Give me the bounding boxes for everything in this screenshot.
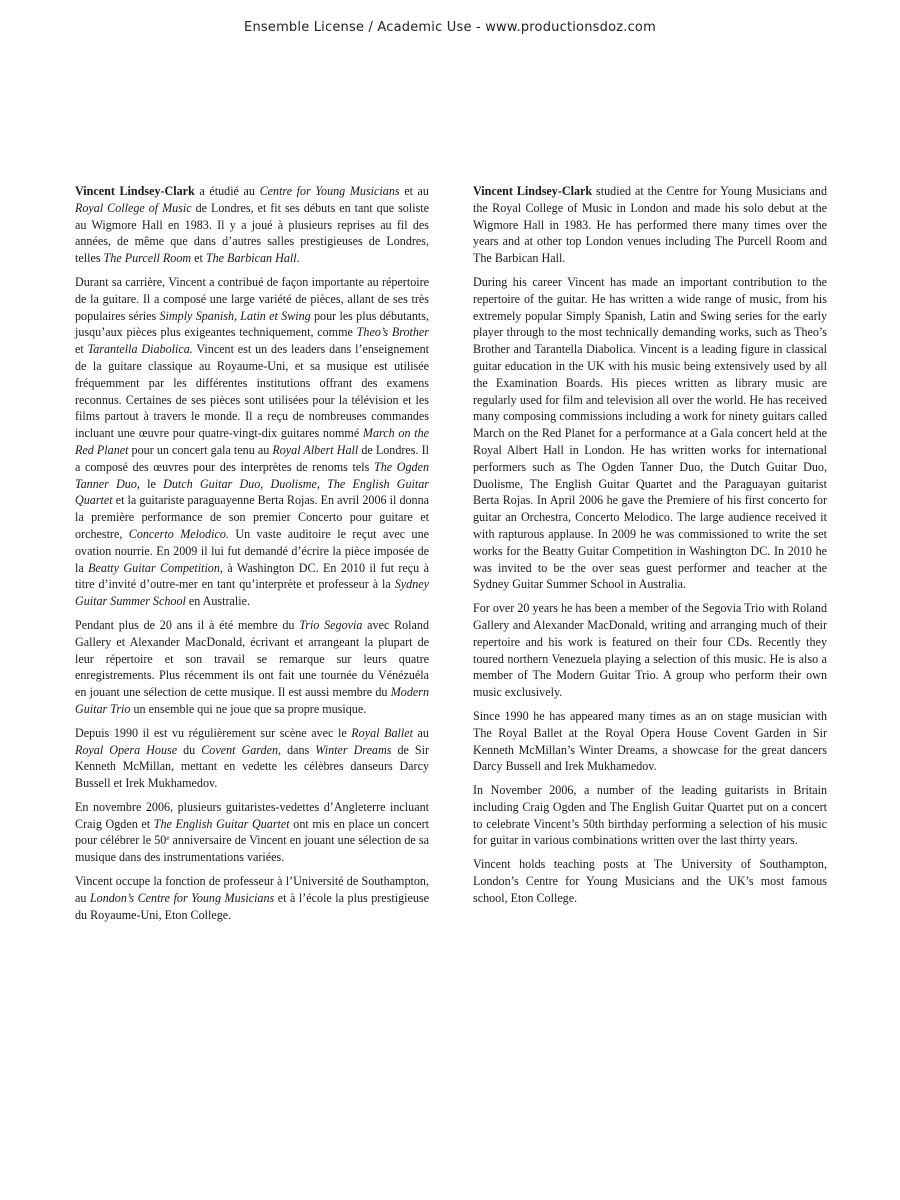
en-paragraph-5: In November 2006, a number of the leading guitarists in Britain including Craig Ogden and The English Guitar Quartet put on a concert to celebrate Vincent’s 50th birthday performing a selection of his music for guitar in various combinations written over the last thirty years. bbox=[473, 783, 827, 848]
english-column bbox=[473, 183, 827, 914]
fr-paragraph-1: Vincent Lindsey-Clark a étudié au Centre for Young Musicians et au Royal College of Music de Londres, et fit ses débuts en tant que soliste au Wigmore Hall en 1983. Il y a joué à plusieurs reprises au fil des années, de même que dans d’autres salles prestigieuses de Londres, telles The Purcell Room et The Barbican Hall. bbox=[75, 184, 429, 266]
fr-paragraph-5: En novembre 2006, plusieurs guitaristes-vedettes d’Angleterre incluant Craig Ogden et The English Guitar Quartet ont mis en place un concert pour célébrer le 50e anniversaire de Vincent en jouant une sélection de sa musique dans des instrumentations variées. bbox=[75, 799, 429, 865]
en-paragraph-3: For over 20 years he has been a member of the Segovia Trio with Roland Gallery and Alexander MacDonald, writing and arranging much of their repertoire and his work is featured on their four CDs. Recently they toured northern Venezuela playing a selection of this music. He is also a member of The Modern Guitar Trio. A group who perform their own music exclusively. bbox=[473, 601, 828, 700]
en-paragraph-4: Since 1990 he has appeared many times as an on stage musician with The Royal Ballet at the Royal Opera House Covent Garden in Sir Kenneth McMillan’s Winter Dreams, a showcase for the great dancers Darcy Bussell and Irek Mukhamedov. bbox=[473, 708, 827, 774]
fr-paragraph-2: Durant sa carrière, Vincent a contribué de façon importante au répertoire de la guitare. Il a composé une large variété de pièces, allant de ses très populaires séries Simply Spanish, Latin et Swing pour les plus débutants, jusqu’aux pièces plus exigeantes techniquement, comme Theo’s Brother et Tarantella Diabolica. Vincent est un des leaders dans l’enseignement de la guitare classique au Royaume-Uni, et sa musique est utilisée fréquemment par les différentes institutions offrant des examens reconnus. Certaines de ses pièces sont utilisées pour la télévision et les films partout à travers le monde. Il a reçu de nombreuses commandes incluant une œuvre pour quatre-vingt-dix guitares nommé March on the Red Planet pour un concert gala tenu au Royal Albert Hall de Londres. Il a composé des œuvres pour des interprètes de renoms tels The Ogden Tanner Duo, le Dutch Guitar Duo, Duolisme, The English Guitar Quartet et la guitariste paraguayenne Berta Rojas. En avril 2006 il donna la première performance de son premier Concerto pour guitare et orchestre, Concerto Melodico. Un vaste auditoire le reçut avec une ovation nourrie. En 2009 il lui fut demandé d’écrire la pièce imposée de la Beatty Guitar Competition, à Washington DC. En 2010 il fut reçu à titre d’invité d’outre-mer en tant qu’interprète et professeur à la Sydney Guitar Summer School en Australie. bbox=[75, 274, 430, 609]
french-column bbox=[75, 183, 429, 930]
page-header: Ensemble License / Academic Use - www.productionsdoz.com bbox=[244, 20, 656, 35]
en-paragraph-1: Vincent Lindsey-Clark studied at the Centre for Young Musicians and the Royal College of Music in London and made his solo debut at the Wigmore Hall in 1983. He has performed there many times over the years and at other top London venues including The Purcell Room and The Barbican Hall. bbox=[473, 184, 827, 266]
fr-paragraph-4: Depuis 1990 il est vu régulièrement sur scène avec le Royal Ballet au Royal Opera House du Covent Garden, dans Winter Dreams de Sir Kenneth McMillan, mettant en vedette les célèbres danseurs Darcy Bussell et Irek Mukhamedov. bbox=[75, 725, 430, 791]
fr-paragraph-6: Vincent occupe la fonction de professeur à l’Université de Southampton, au London’s Centre for Young Musicians et à l’école la plus prestigieuse du Royaume-Uni, Eton College. bbox=[75, 874, 429, 922]
fr-paragraph-3: Pendant plus de 20 ans il à été membre du Trio Segovia avec Roland Gallery et Alexander MacDonald, écrivant et arrangeant la plupart de leur répertoire et son travail se remarque sur leurs quatre enregistrements. Plus récemment ils ont fait une tournée du Vénézuéla en jouant une sélection de cette musique. Il est aussi membre du Modern Guitar Trio un ensemble qui ne joue que sa propre musique. bbox=[75, 617, 429, 716]
en-paragraph-2: During his career Vincent has made an important contribution to the repertoire of the guitar. He has written a wide range of music, from his extremely popular Simply Spanish, Latin and Swing series for the early player through to the most technically demanding works, such as Theo’s Brother and Tarantella Diabolica. Vincent is a leading figure in classical guitar education in the UK with his music being extensively used by all the Examination Boards. His pieces written as library music are regularly used for film and television all over the world. He has received many composing commissions including a work for ninety guitars called March on the Red Planet for a performance at a Gala concert held at the Royal Albert Hall in London. He has written works for international performers such as The Ogden Tanner Duo, the Dutch Guitar Duo, Duolisme, The English Guitar Quartet and the Paraguayan guitarist Berta Rojas. In April 2006 he gave the Premiere of his first concerto for guitar an Orchestra, Concerto Melodico. The large audience received it with rapturous applause. In 2009 he was commissioned to write the set works for the Beatty Guitar Competition in Washington DC. In 2010 he was invited to be the over seas guest performer and teacher at the Sydney Guitar Summer School in Australia. bbox=[473, 274, 827, 592]
en-paragraph-6: Vincent holds teaching posts at The University of Southampton, London’s Centre for Young Musicians and the UK’s most famous school, Eton College. bbox=[473, 857, 827, 905]
